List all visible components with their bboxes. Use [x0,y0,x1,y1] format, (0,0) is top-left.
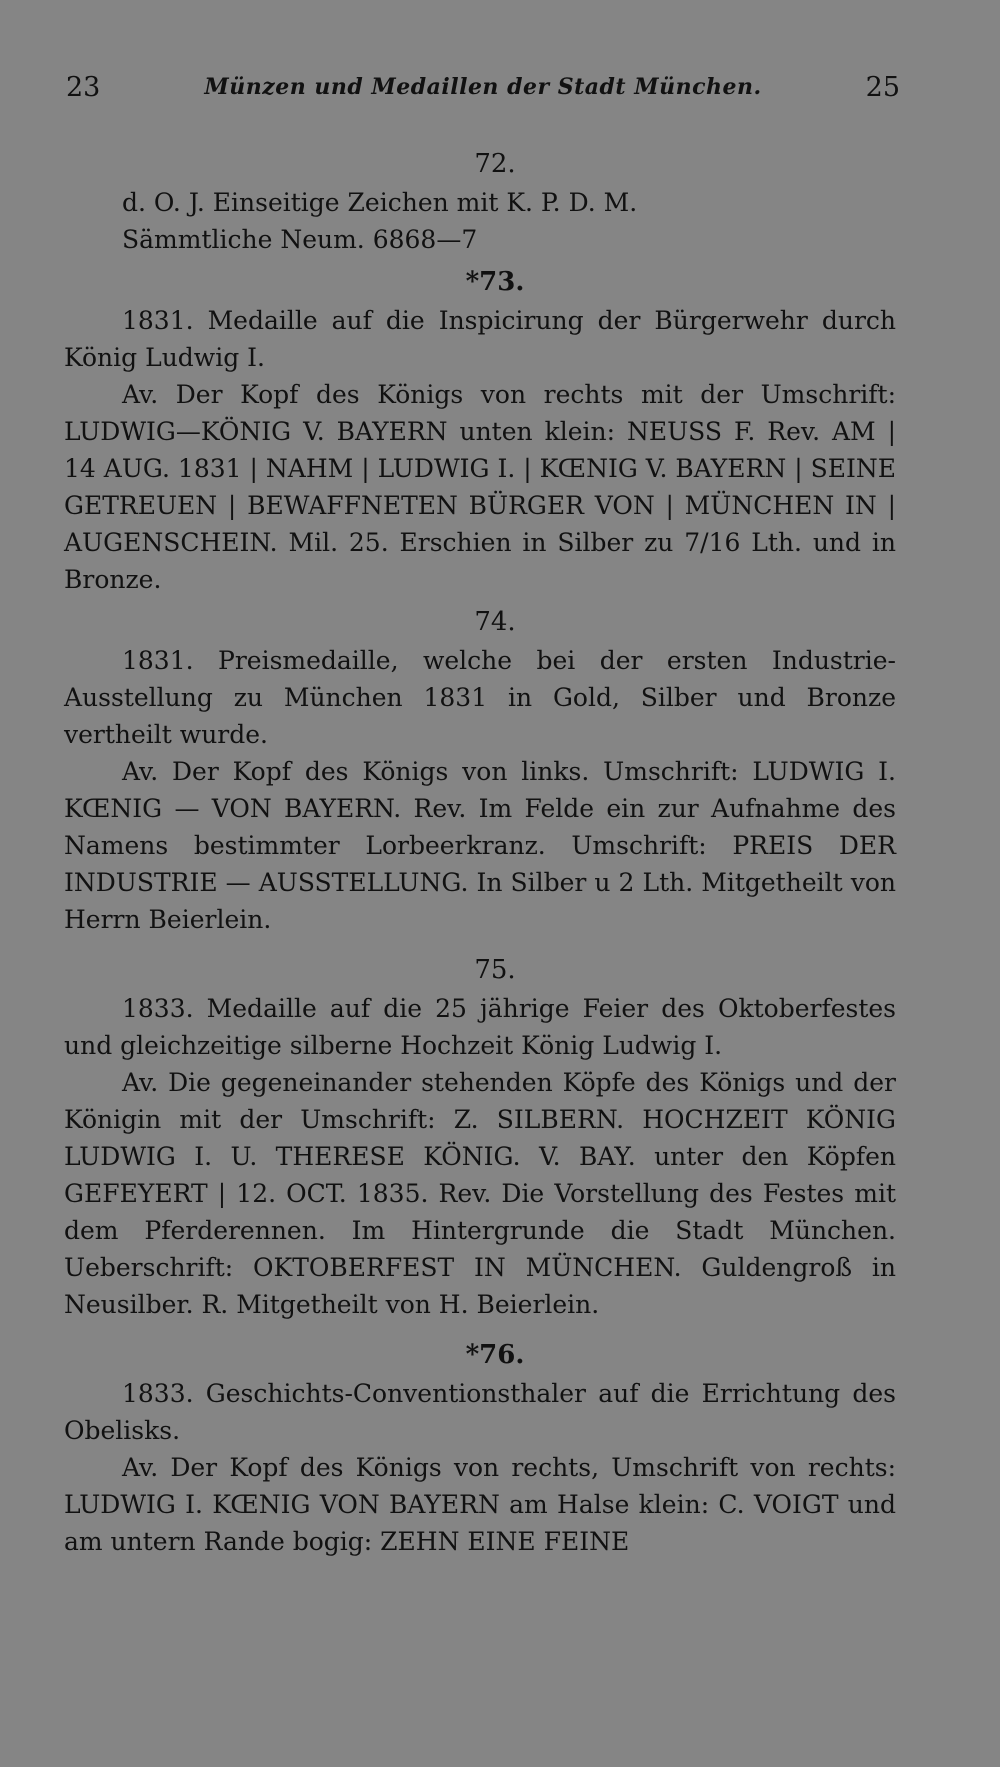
entry-paragraph: Av. Der Kopf des Königs von rechts mit der Umschrift: LUDWIG—KÖNIG V. BAYERN unten klein: NEUSS F. Rev. AM | 14 AUG. 1831 | NAHM | LUDWIG I. | KŒNIG V. BAYERN | SEINE GETREUEN | BEWAFFNETEN BÜRGER VON | MÜNCHEN IN | AUGENSCHEIN. Mil. 25. Erschien in Silber zu 7/16 Lth. und in Bronze. [64,380,896,594]
entry-paragraph: Av. Der Kopf des Königs von rechts, Umschrift von rechts: LUDWIG I. KŒNIG VON BAYERN am Halse klein: C. VOIGT und am untern Rande bogig: ZEHN EINE FEINE [64,1453,896,1556]
entry-75 [64,952,896,1323]
entry-73 [64,264,896,598]
page-number-right: 25 [865,72,900,103]
entry-number: *73. [465,267,525,297]
entry-74 [64,604,896,938]
entry-paragraph: Sämmtliche Neum. 6868—7 [122,225,478,254]
page-number-left: 23 [66,72,101,103]
entry-paragraph: 1831. Preismedaille, welche bei der ersten Industrie-Ausstellung zu München 1831 in Gold, Silber und Bronze vertheilt wurde. [64,646,896,749]
entry-number: 72. [474,149,516,179]
running-title: Münzen und Medaillen der Stadt München. [204,74,762,100]
entry-number: 74. [474,607,516,637]
entry-72 [64,146,896,258]
entry-paragraph: 1833. Medaille auf die 25 jährige Feier des Oktoberfestes und gleichzeitige silberne Hochzeit König Ludwig I. [64,994,896,1060]
entry-paragraph: d. O. J. Einseitige Zeichen mit K. P. D. M. [122,188,638,217]
running-header [66,72,900,112]
entry-paragraph: 1833. Geschichts-Conventionsthaler auf die Errichtung des Obelisks. [64,1379,896,1445]
entry-paragraph: Av. Der Kopf des Königs von links. Umschrift: LUDWIG I. KŒNIG — VON BAYERN. Rev. Im Felde ein zur Aufnahme des Namens bestimmter Lorbeerkranz. Umschrift: PREIS DER INDUSTRIE — AUSSTELLUNG. In Silber u 2 Lth. Mitgetheilt von Herrn Beierlein. [64,757,896,934]
entry-76 [64,1337,896,1560]
entry-number: 75. [474,955,516,985]
entry-paragraph: 1831. Medaille auf die Inspicirung der Bürgerwehr durch König Ludwig I. [64,306,896,372]
spacer [64,938,896,946]
entry-paragraph: Av. Die gegeneinander stehenden Köpfe des Königs und der Königin mit der Umschrift: Z. SILBERN. HOCHZEIT KÖNIG LUDWIG I. U. THERESE KÖNIG. V. BAY. unter den Köpfen GEFEYERT | 12. OCT. 1835. Rev. Die Vorstellung des Festes mit dem Pferderennen. Im Hintergrunde die Stadt München. Ueberschrift: OKTOBERFEST IN MÜNCHEN. Guldengroß in Neusilber. R. Mitgetheilt von H. Beierlein. [64,1068,896,1319]
page-body [64,140,896,1560]
spacer [64,1323,896,1331]
entry-number: *76. [465,1340,525,1370]
